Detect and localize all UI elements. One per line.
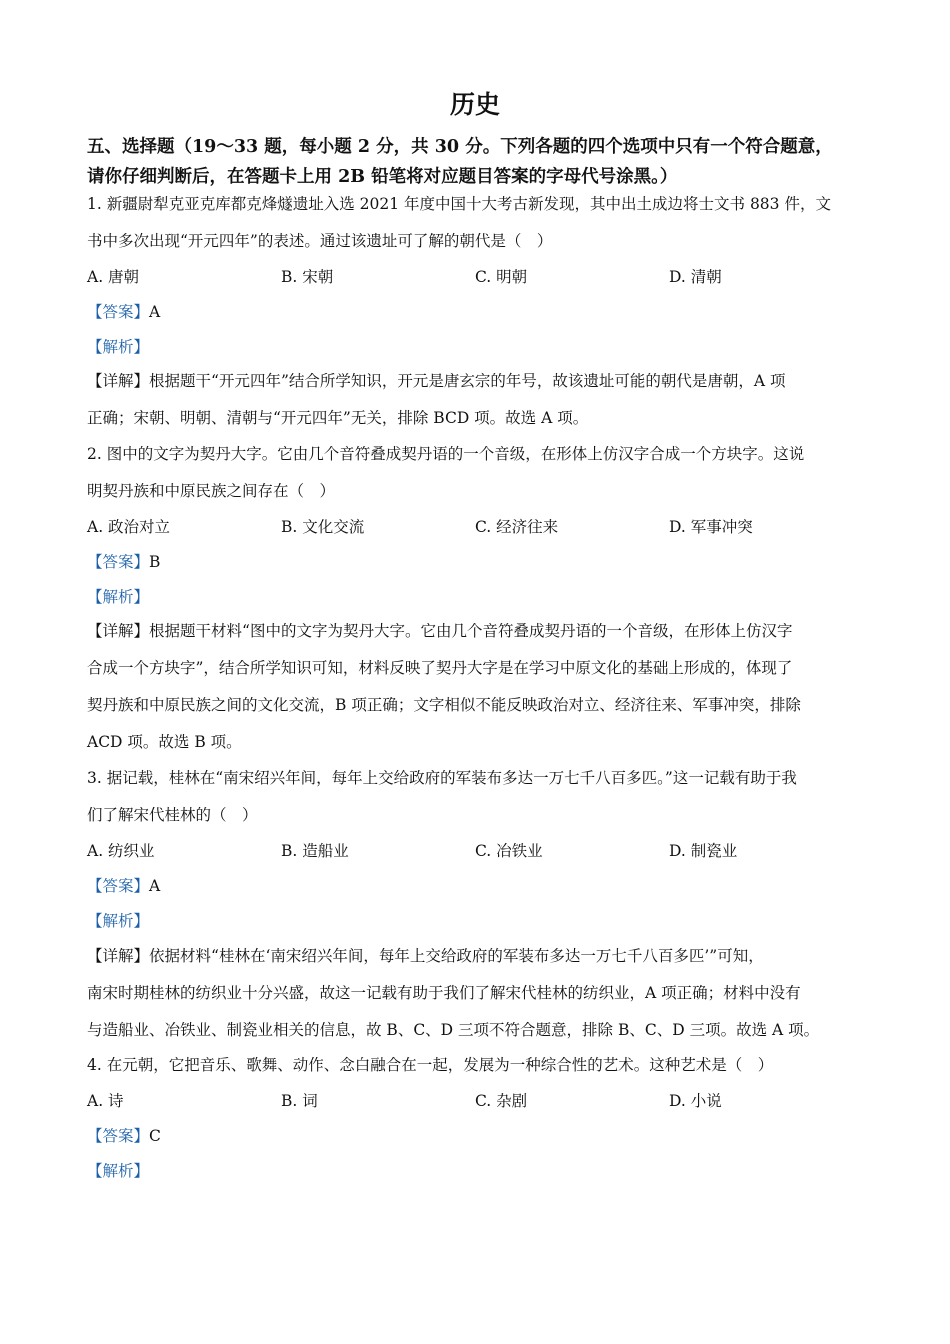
question-3-option-d: D. 制瓷业 xyxy=(669,842,738,860)
answer-tag: 【答案】 xyxy=(87,303,150,321)
question-1-stem xyxy=(87,186,877,260)
detail-text: 依据材料“桂林在‘南宋绍兴年间，每年上交给政府的军装布多达一万七千八百多匹’”可知， xyxy=(149,947,764,965)
answer-tag: 【答案】 xyxy=(87,1127,150,1145)
question-2-analysis xyxy=(87,579,149,615)
analysis-tag: 【解析】 xyxy=(87,338,150,356)
question-2-option-d: D. 军事冲突 xyxy=(669,518,753,536)
question-3-answer xyxy=(87,868,160,904)
question-2-option-a: A. 政治对立 xyxy=(87,518,171,536)
detail-line: 正确；宋朝、明朝、清朝与“开元四年”无关，排除 BCD 项。故选 A 项。 xyxy=(87,409,589,427)
question-3-stem-line-1: 3. 据记载，桂林在“南宋绍兴年间，每年上交给政府的军装布多达一万七千八百多匹。”这一记载有助于我 xyxy=(87,769,797,787)
question-3-analysis xyxy=(87,903,149,939)
question-1-option-b: B. 宋朝 xyxy=(281,268,334,286)
detail-line: 契丹族和中原民族之间的文化交流，B 项正确；文字相似不能反映政治对立、经济往来、军事冲突，排除 xyxy=(87,696,801,714)
detail-line xyxy=(87,363,877,400)
question-3-options xyxy=(87,833,877,869)
question-4-option-c: C. 杂剧 xyxy=(475,1092,528,1110)
question-2-option-b: B. 文化交流 xyxy=(281,518,365,536)
detail-tag: 【详解】 xyxy=(87,622,150,640)
question-1-option-a: A. 唐朝 xyxy=(87,268,140,286)
detail-tag: 【详解】 xyxy=(87,372,150,390)
question-1-analysis xyxy=(87,329,149,365)
question-2-answer xyxy=(87,544,160,580)
section-line-1: 五、选择题（19～33 题，每小题 2 分，共 30 分。下列各题的四个选项中只有一个符合题意， xyxy=(87,137,833,157)
question-4-option-a: A. 诗 xyxy=(87,1092,124,1110)
question-2-stem xyxy=(87,436,877,510)
question-4-option-d: D. 小说 xyxy=(669,1092,722,1110)
answer-tag: 【答案】 xyxy=(87,553,150,571)
analysis-tag: 【解析】 xyxy=(87,912,150,930)
section-line-2: 请你仔细判断后，在答题卡上用 2B 铅笔将对应题目答案的字母代号涂黑。） xyxy=(87,167,678,187)
question-1-detail xyxy=(87,363,877,437)
question-4-answer xyxy=(87,1118,161,1154)
answer-tag: 【答案】 xyxy=(87,877,150,895)
question-4-stem xyxy=(87,1047,877,1084)
question-2-stem-line-1: 2. 图中的文字为契丹大字。它由几个音符叠成契丹语的一个音级，在形体上仿汉字合成一个方块字。这说 xyxy=(87,445,805,463)
detail-line: 合成一个方块字”，结合所学知识可知，材料反映了契丹大字是在学习中原文化的基础上形成的，体现了 xyxy=(87,659,793,677)
detail-line: ACD 项。故选 B 项。 xyxy=(87,733,242,751)
question-3-detail xyxy=(87,938,877,1049)
question-1-options xyxy=(87,259,877,295)
answer-value: B xyxy=(149,553,161,571)
question-2-option-c: C. 经济往来 xyxy=(475,518,559,536)
question-1-stem-line-1: 1. 新疆尉犁克亚克库都克烽燧遗址入选 2021 年度中国十大考古新发现，其中出土成边将士文书 883 件，文 xyxy=(87,195,831,213)
question-4-analysis xyxy=(87,1153,149,1189)
section-instructions xyxy=(87,132,877,192)
detail-line: 与造船业、冶铁业、制瓷业相关的信息，故 B、C、D 三项不符合题意，排除 B、C、D 三项。故选 A 项。 xyxy=(87,1021,820,1039)
detail-tag: 【详解】 xyxy=(87,947,150,965)
answer-value: A xyxy=(149,877,161,895)
question-2-detail xyxy=(87,613,877,761)
question-1-stem-line-2: 书中多次出现“开元四年”的表述。通过该遗址可了解的朝代是（ ） xyxy=(87,232,553,250)
analysis-tag: 【解析】 xyxy=(87,588,150,606)
question-3-option-a: A. 纺织业 xyxy=(87,842,155,860)
answer-value: A xyxy=(149,303,161,321)
detail-line xyxy=(87,613,877,650)
question-1-option-c: C. 明朝 xyxy=(475,268,528,286)
question-1-answer xyxy=(87,294,160,330)
question-3-stem-line-2: 们了解宋代桂林的（ ） xyxy=(87,806,258,824)
question-4-stem-line-1: 4. 在元朝，它把音乐、歌舞、动作、念白融合在一起，发展为一种综合性的艺术。这种艺术是（ ） xyxy=(87,1056,774,1074)
answer-value: C xyxy=(149,1127,161,1145)
question-3-option-b: B. 造船业 xyxy=(281,842,349,860)
question-1-option-d: D. 清朝 xyxy=(669,268,722,286)
question-3-stem xyxy=(87,760,877,834)
detail-text: 根据题干“开元四年”结合所学知识，开元是唐玄宗的年号，故该遗址可能的朝代是唐朝，A 项 xyxy=(149,372,786,390)
question-4-option-b: B. 词 xyxy=(281,1092,318,1110)
page-title: 历史 xyxy=(449,90,500,119)
detail-line: 南宋时期桂林的纺织业十分兴盛，故这一记载有助于我们了解宋代桂林的纺织业，A 项正确；材料中没有 xyxy=(87,984,801,1002)
question-4-options xyxy=(87,1083,877,1119)
question-3-option-c: C. 冶铁业 xyxy=(475,842,543,860)
question-2-options xyxy=(87,509,877,545)
detail-text: 根据题干材料“图中的文字为契丹大字。它由几个音符叠成契丹语的一个音级，在形体上仿汉字 xyxy=(149,622,793,640)
analysis-tag: 【解析】 xyxy=(87,1162,150,1180)
question-2-stem-line-2: 明契丹族和中原民族之间存在（ ） xyxy=(87,482,336,500)
detail-line xyxy=(87,938,877,975)
